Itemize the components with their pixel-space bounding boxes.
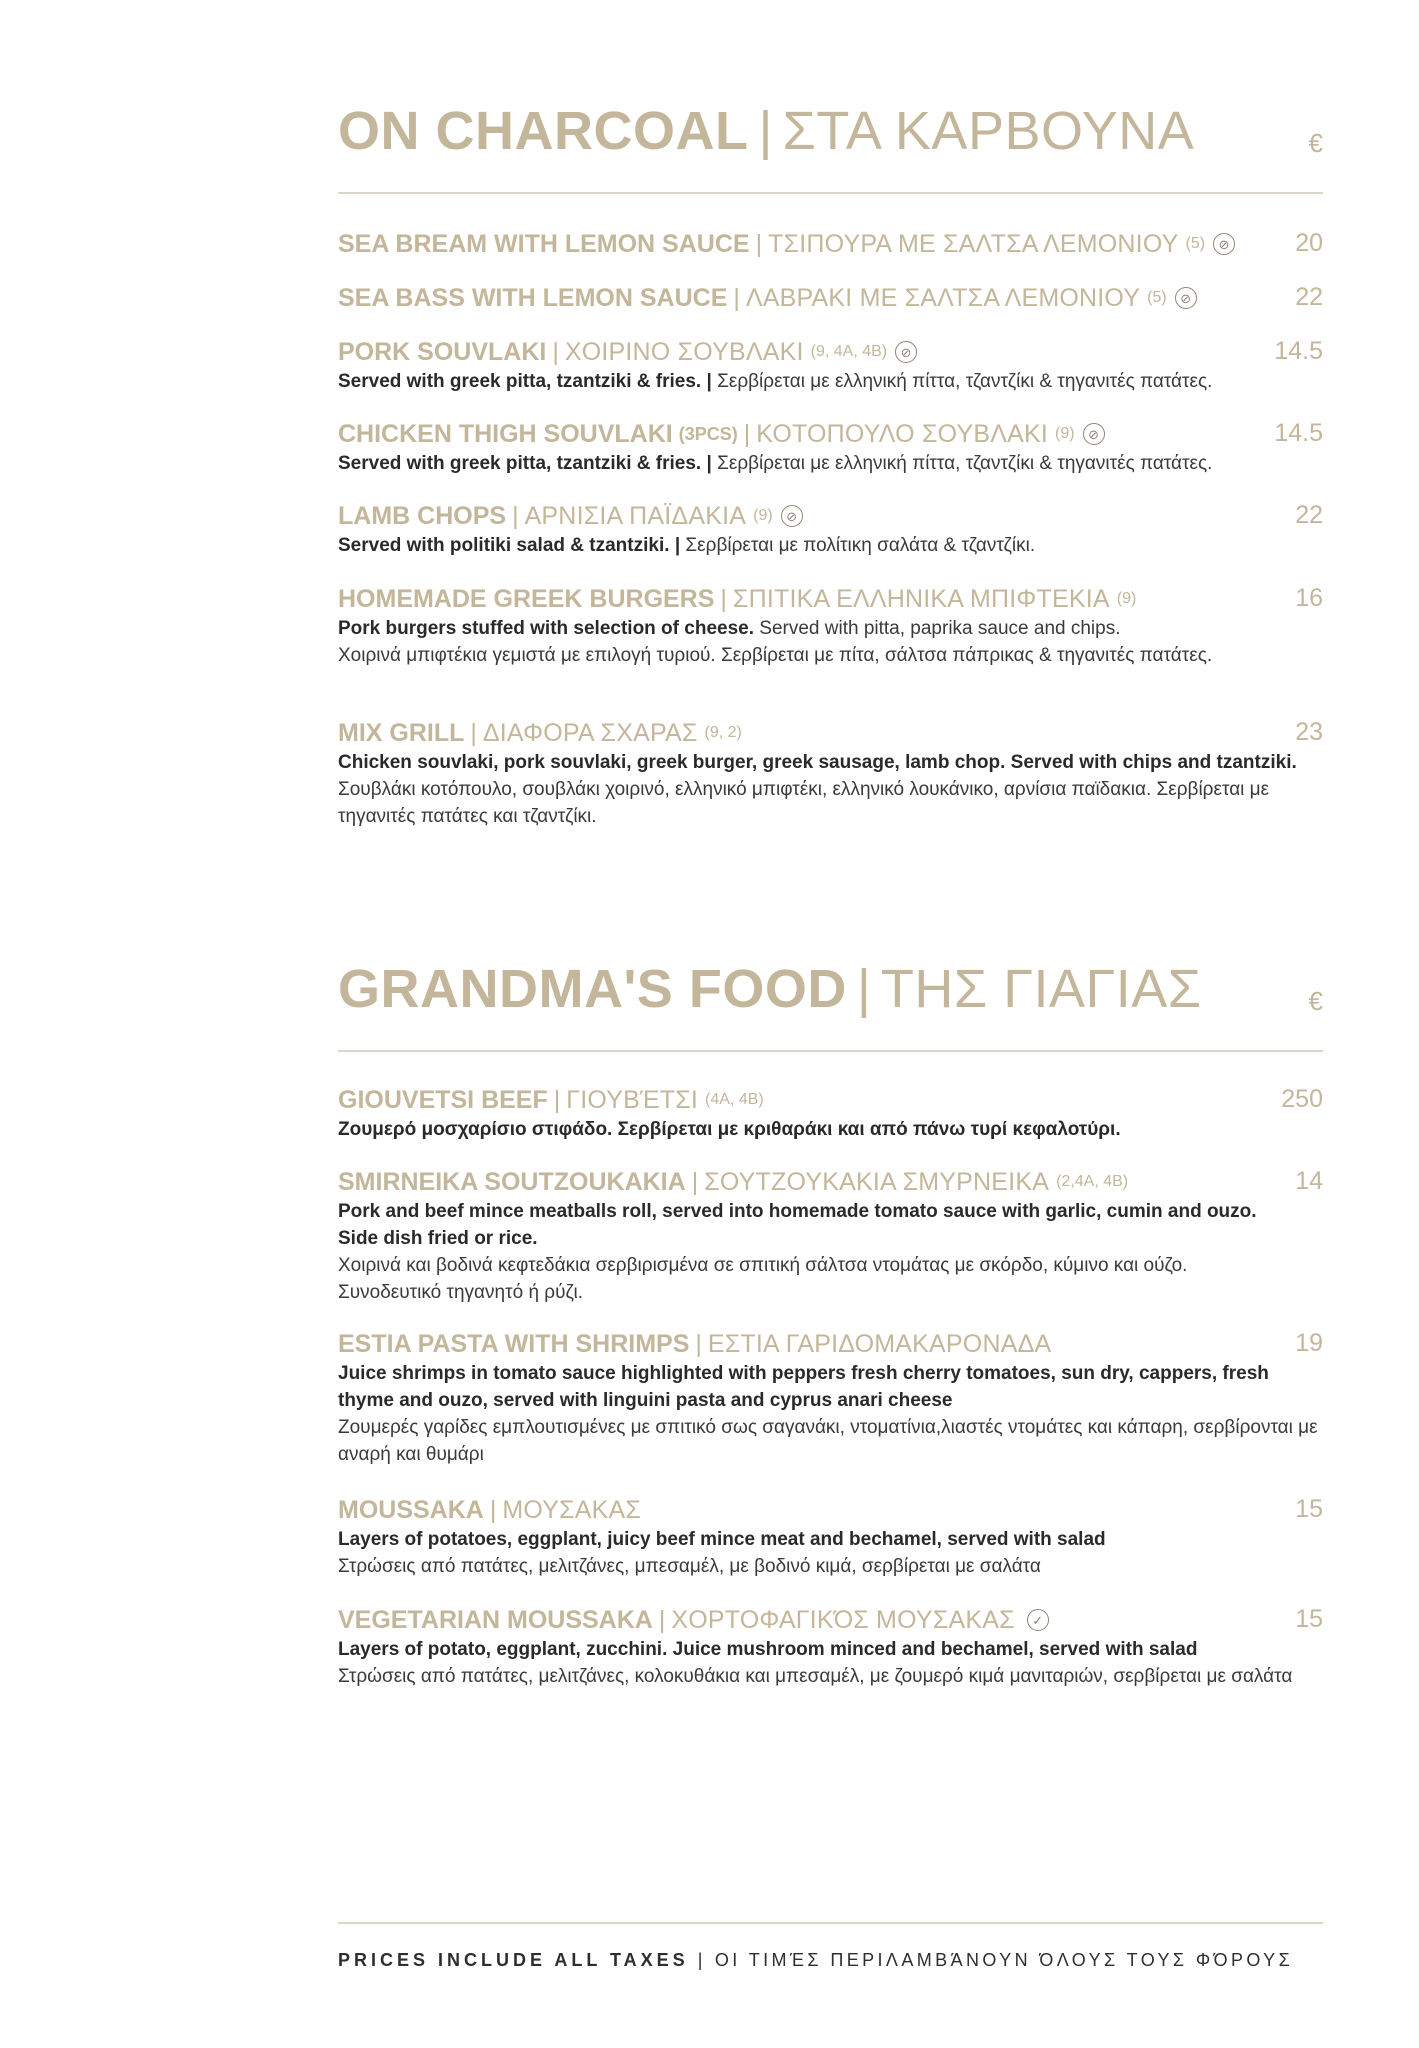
allergen-codes: (2,4A, 4B) <box>1056 1173 1129 1190</box>
menu-item <box>338 1495 1323 1580</box>
item-portion: (3PCS) <box>678 423 738 444</box>
item-description <box>338 1198 1258 1306</box>
section-title-gr: ΣΤΑ ΚΑΡΒΟΥΝΑ <box>782 101 1195 161</box>
item-description-gr: Ζουμερό μοσχαρίσιο στιφάδο. Σερβίρεται με κριθαράκι και από πάνω τυρί κεφαλοτύρι. <box>338 1119 1121 1140</box>
allergen-codes: (9) <box>1055 425 1075 442</box>
item-name-en: PORK SOUVLAKI <box>338 337 547 366</box>
item-description-en: Pork and beef mince meatballs roll, served into homemade tomato sauce with garlic, cumin and ouzo. Side dish fried or rice. <box>338 1201 1257 1249</box>
item-description-en: Layers of potatoes, eggplant, juicy beef mince meat and bechamel, served with salad <box>338 1529 1106 1550</box>
item-separator: | <box>743 419 751 448</box>
gluten-free-icon: ⊘ <box>1213 233 1235 255</box>
item-description-en: Served with greek pitta, tzantziki & fries. <box>338 371 702 392</box>
item-price: 14 <box>1295 1167 1323 1195</box>
currency-label: € <box>1308 986 1323 1016</box>
item-name-gr: ΑΡΝΙΣΙΑ ΠΑΪΔΑΚΙΑ <box>524 501 747 530</box>
menu-item <box>338 501 1323 559</box>
item-price: 15 <box>1295 1605 1323 1633</box>
item-description-en-continued: Served with pitta, paprika sauce and chips. <box>759 618 1121 639</box>
item-description <box>338 1636 1323 1690</box>
item-name-en: CHICKEN THIGH SOUVLAKI <box>338 419 673 448</box>
description-separator: | <box>706 453 712 474</box>
menu-item <box>338 419 1323 477</box>
item-price: 22 <box>1295 501 1323 529</box>
footer-note-en: PRICES INCLUDE ALL TAXES <box>338 1950 689 1970</box>
item-name-en: MIX GRILL <box>338 718 465 747</box>
item-name-gr: ΣΟΥΤΖΟΥΚΑΚΙΑ ΣΜΥΡΝΕΙΚΑ <box>704 1167 1050 1196</box>
item-description-gr: Στρώσεις από πατάτες, μελιτζάνες, μπεσαμέλ, με βοδινό κιμά, σερβίρεται με σαλάτα <box>338 1556 1041 1577</box>
item-name-en: SEA BREAM WITH LEMON SAUCE <box>338 229 750 258</box>
menu-item <box>338 229 1323 259</box>
item-separator: | <box>489 1495 497 1524</box>
section-header-charcoal <box>338 100 1323 194</box>
item-name-en: ESTIA PASTA WITH SHRIMPS <box>338 1329 690 1358</box>
item-separator: | <box>691 1167 699 1196</box>
item-name-gr: ΛΑΒΡΑΚΙ ΜΕ ΣΑΛΤΣΑ ΛΕΜΟΝΙΟΥ <box>745 283 1141 312</box>
item-description <box>338 532 1323 559</box>
gluten-free-icon: ⊘ <box>781 505 803 527</box>
item-description <box>338 1116 1323 1143</box>
item-description <box>338 1526 1323 1580</box>
item-description <box>338 1360 1323 1468</box>
item-name-en: LAMB CHOPS <box>338 501 507 530</box>
footer-divider <box>338 1922 1323 1924</box>
item-name-gr: ΧΟΡΤΟΦΑΓΙΚΌΣ ΜΟΥΣΑΚΑΣ <box>671 1605 1015 1634</box>
item-price: 20 <box>1295 229 1323 257</box>
item-price: 23 <box>1295 718 1323 746</box>
item-name-en: GIOUVETSI BEEF <box>338 1085 548 1114</box>
item-description-en: Chicken souvlaki, pork souvlaki, greek burger, greek sausage, lamb chop. Served with chips and tzantziki. <box>338 752 1297 773</box>
item-description <box>338 368 1323 395</box>
allergen-codes: (9, 4A, 4B) <box>810 343 888 360</box>
section-title-gr: ΤΗΣ ΓΙΑΓΙΑΣ <box>880 959 1202 1019</box>
item-price: 19 <box>1295 1329 1323 1357</box>
item-name-en: MOUSSAKA <box>338 1495 484 1524</box>
menu-item <box>338 1085 1323 1143</box>
item-name-gr: ΣΠΙΤΙΚΑ ΕΛΛΗΝΙΚΑ ΜΠΙΦΤΕΚΙΑ <box>732 584 1110 613</box>
item-description-gr: Σουβλάκι κοτόπουλο, σουβλάκι χοιρινό, ελληνικό μπιφτέκι, ελληνικό λουκάνικο, αρνίσια παϊδακια. Σερβίρεται με τηγανιτές πατάτες και τζαντζίκι. <box>338 779 1270 827</box>
item-description-gr: Χοιρινά και βοδινά κεφτεδάκια σερβιρισμένα σε σπιτική σάλτσα ντομάτας με σκόρδο, κύμινο και ούζο. Συνοδευτικό τηγανητό ή ρύζι. <box>338 1255 1188 1303</box>
item-separator: | <box>695 1329 702 1358</box>
item-price: 15 <box>1295 1495 1323 1523</box>
item-name-en: HOMEMADE GREEK BURGERS <box>338 584 715 613</box>
allergen-codes: (4A, 4B) <box>705 1091 764 1108</box>
section-title-en: GRANDMA'S FOOD <box>338 959 847 1019</box>
item-name-en: SMIRNEIKA SOUTZOUKAKIA <box>338 1167 686 1196</box>
item-name-gr: ΤΣΙΠΟΥΡΑ ΜΕ ΣΑΛΤΣΑ ΛΕΜΟΝΙΟΥ <box>768 229 1179 258</box>
gluten-free-icon: ⊘ <box>1083 423 1105 445</box>
gluten-free-icon: ⊘ <box>1175 287 1197 309</box>
item-price: 250 <box>1281 1085 1323 1113</box>
item-separator: | <box>733 283 740 312</box>
item-description-en: Served with greek pitta, tzantziki & fries. <box>338 453 702 474</box>
section-title-separator: | <box>758 101 773 161</box>
item-description-gr: Σερβίρεται με ελληνική πίττα, τζαντζίκι & τηγανιτές πατάτες. <box>717 453 1213 474</box>
item-price: 22 <box>1295 283 1323 311</box>
item-separator: | <box>512 501 519 530</box>
item-separator: | <box>470 718 477 747</box>
section-title-en: ON CHARCOAL <box>338 101 749 161</box>
item-price: 14.5 <box>1274 337 1323 365</box>
footer-note <box>338 1950 1323 1971</box>
section-title-separator: | <box>856 959 871 1019</box>
item-name-gr: ΧΟΙΡΙΝΟ ΣΟΥΒΛΑΚΙ <box>564 337 804 366</box>
item-description <box>338 450 1323 477</box>
menu-item <box>338 718 1323 830</box>
item-price: 16 <box>1295 584 1323 612</box>
item-description-gr: Χοιρινά μπιφτέκια γεμιστά με επιλογή τυριού. Σερβίρεται με πίτα, σάλτσα πάπρικας & τηγανιτές πατάτες. <box>338 645 1213 666</box>
item-name-gr: ΔΙΑΦΟΡΑ ΣΧΑΡΑΣ <box>482 718 698 747</box>
item-description-en: Pork burgers stuffed with selection of cheese. <box>338 618 754 639</box>
item-description <box>338 749 1323 830</box>
item-separator: | <box>755 229 763 258</box>
section-header-grandma <box>338 958 1323 1052</box>
allergen-codes: (9, 2) <box>704 724 742 741</box>
currency-label: € <box>1308 128 1323 158</box>
item-name-en: SEA BASS WITH LEMON SAUCE <box>338 283 728 312</box>
item-price: 14.5 <box>1274 419 1323 447</box>
menu-item <box>338 584 1323 669</box>
item-separator: | <box>553 1085 561 1114</box>
allergen-codes: (5) <box>1147 289 1167 306</box>
menu-item <box>338 283 1323 313</box>
menu-item <box>338 1605 1323 1690</box>
menu-item <box>338 1329 1323 1468</box>
item-name-en: VEGETARIAN MOUSSAKA <box>338 1605 653 1634</box>
vegetarian-icon: ✓ <box>1027 1609 1049 1631</box>
item-separator: | <box>552 337 559 366</box>
allergen-codes: (9) <box>753 507 773 524</box>
item-name-gr: ΚΟΤΟΠΟΥΛΟ ΣΟΥΒΛΑΚΙ <box>756 419 1048 448</box>
item-description <box>338 615 1238 669</box>
menu-item <box>338 337 1323 395</box>
menu-item <box>338 1167 1323 1306</box>
item-name-gr: ΜΟΥΣΑΚΑΣ <box>502 1495 642 1524</box>
item-description-gr: Σερβίρεται με ελληνική πίττα, τζαντζίκι & τηγανιτές πατάτες. <box>717 371 1213 392</box>
description-separator: | <box>674 535 681 556</box>
item-name-gr: ΕΣΤΙΑ ΓΑΡΙΔΟΜΑΚΑΡΟΝΑΔΑ <box>707 1329 1052 1358</box>
item-description-gr: Σερβίρεται με πολίτικη σαλάτα & τζαντζίκι. <box>685 535 1036 556</box>
item-separator: | <box>658 1605 666 1634</box>
item-description-en: Served with politiki salad & tzantziki. <box>338 535 670 556</box>
item-description-gr: Ζουμερές γαρίδες εμπλουτισμένες με σπιτικό σως σαγανάκι, ντοματίνια,λιαστές ντομάτες και κάπαρη, σερβίρονται με αναρή και θυμάρι <box>338 1417 1318 1465</box>
allergen-codes: (5) <box>1185 235 1206 252</box>
item-description-en: Layers of potato, eggplant, zucchini. Juice mushroom minced and bechamel, served with salad <box>338 1639 1198 1660</box>
item-name-gr: ΓΙΟΥΒΈΤΣΙ <box>566 1085 699 1114</box>
item-description-gr: Στρώσεις από πατάτες, μελιτζάνες, κολοκυθάκια και μπεσαμέλ, με ζουμερό κιμά μανιταριών, σερβίρεται με σαλάτα <box>338 1666 1293 1687</box>
gluten-free-icon: ⊘ <box>895 341 917 363</box>
allergen-codes: (9) <box>1116 590 1137 607</box>
item-description-en: Juice shrimps in tomato sauce highlighted with peppers fresh cherry tomatoes, sun dry, cappers, fresh thyme and ouzo, served with linguini pasta and cyprus anari cheese <box>338 1363 1269 1411</box>
description-separator: | <box>706 371 712 392</box>
footer-separator: | <box>697 1950 706 1970</box>
item-separator: | <box>720 584 727 613</box>
footer-note-gr: ΟΙ ΤΙΜΈΣ ΠΕΡΙΛΑΜΒΆΝΟΥΝ ΌΛΟΥΣ ΤΟΥΣ ΦΌΡΟΥΣ <box>714 1950 1294 1970</box>
